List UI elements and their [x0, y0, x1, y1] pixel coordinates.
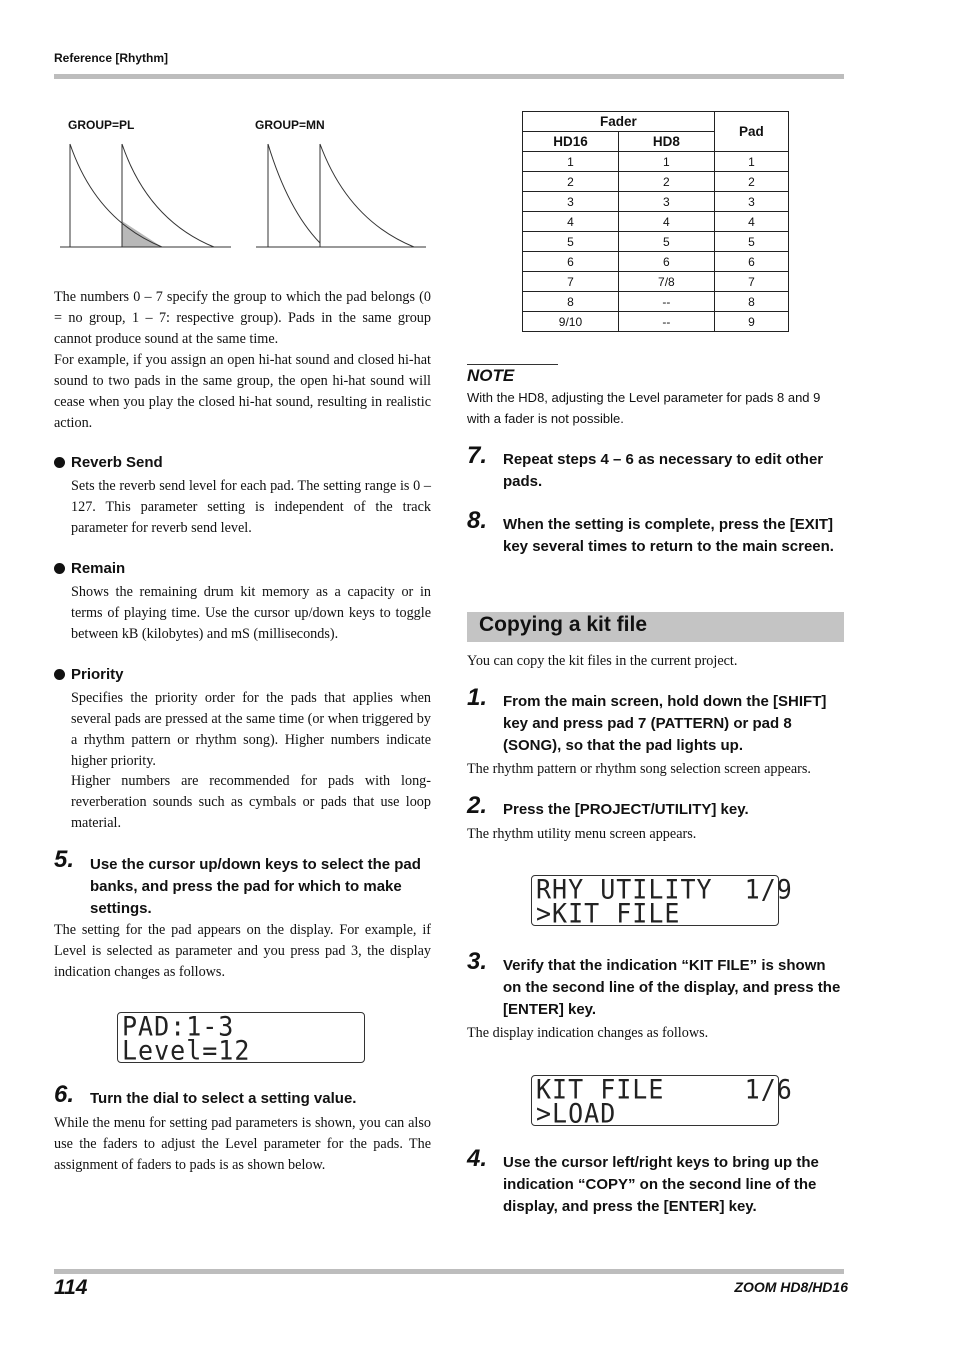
hd16-cell: 7 — [523, 272, 619, 292]
step-2-number: 2. — [467, 792, 488, 819]
hd16-cell: 5 — [523, 232, 619, 252]
hd16-cell: 8 — [523, 292, 619, 312]
graph-pl — [60, 144, 231, 247]
priority-text-1: Specifies the priority order for the pads that applies when several pads are pressed at the same time (or when triggered by a rhythm pattern or rhythm song). Higher numbers indicate higher priority. — [71, 690, 431, 769]
bullet-icon — [54, 669, 65, 680]
pad-header: Pad — [714, 112, 788, 152]
hd16-cell: 2 — [523, 172, 619, 192]
note-label: NOTE — [467, 366, 515, 385]
hd8-cell: -- — [618, 312, 714, 332]
lcd-display-kit-file — [531, 1074, 793, 1129]
step-7-text: Repeat steps 4 – 6 as necessary to edit other pads. — [503, 451, 824, 490]
hd8-cell: 6 — [618, 252, 714, 272]
pad-cell: 7 — [714, 272, 788, 292]
step-2-description: The rhythm utility menu screen appears. — [467, 826, 697, 842]
lcd-display-rhy-utility — [531, 874, 793, 929]
step-5-number: 5. — [54, 846, 75, 873]
lcd-line-2: >KIT FILE — [536, 898, 681, 929]
step-3-description: The display indication changes as follows. — [467, 1025, 709, 1041]
table-row — [523, 232, 789, 252]
reverb-send-text: Sets the reverb send level for each pad. The setting range is 0 – 127. This parameter setting is independent of the track parameter for reverb send level. — [71, 478, 431, 536]
hd8-cell: 4 — [618, 212, 714, 232]
pad-cell: 2 — [714, 172, 788, 192]
hd8-header: HD8 — [618, 132, 714, 152]
graph-mn — [256, 144, 426, 247]
remain-heading: Remain — [54, 560, 125, 577]
step-1-text: From the main screen, hold down the [SHIFT] key and press pad 7 (PATTERN) or pad 8 (SONG), so that the pad lights up. — [503, 693, 827, 754]
note-text: With the HD8, adjusting the Level parameter for pads 8 and 9 with a fader is not possible. — [467, 390, 821, 426]
step-2-text: Press the [PROJECT/UTILITY] key. — [503, 801, 749, 818]
graph-label-mn: GROUP=MN — [255, 118, 325, 132]
step-8-number: 8. — [467, 507, 488, 534]
fader-header: Fader — [523, 112, 715, 132]
table-row — [523, 192, 789, 212]
lcd-line-1: PAD:1-3 — [122, 1011, 235, 1042]
table-row — [523, 292, 789, 312]
hd16-cell: 6 — [523, 252, 619, 272]
pad-cell: 3 — [714, 192, 788, 212]
product-name: ZOOM HD8/HD16 — [734, 1279, 848, 1295]
priority-text-2: Higher numbers are recommended for pads with long-reverberation sounds such as cymbals or pads that use loop material. — [71, 773, 431, 831]
note-rule — [467, 364, 558, 365]
step-4-number: 4. — [467, 1145, 488, 1172]
step-6-text: Turn the dial to select a setting value. — [90, 1090, 357, 1107]
overlap-area — [122, 221, 162, 247]
step-7-number: 7. — [467, 442, 488, 469]
pad-cell: 8 — [714, 292, 788, 312]
hd16-cell: 3 — [523, 192, 619, 212]
fader-pad-table — [522, 111, 789, 332]
page-number: 114 — [54, 1276, 88, 1299]
hd16-cell: 1 — [523, 152, 619, 172]
reverb-send-heading: Reverb Send — [54, 454, 163, 471]
bullet-icon — [54, 563, 65, 574]
lcd-line-2: >LOAD — [536, 1098, 617, 1129]
pad-cell: 9 — [714, 312, 788, 332]
pad-cell: 1 — [714, 152, 788, 172]
lcd-line-1: KIT FILE 1/6 — [536, 1074, 793, 1105]
table-row — [523, 152, 789, 172]
table-row — [523, 312, 789, 332]
step-1-description: The rhythm pattern or rhythm song selection screen appears. — [467, 761, 811, 777]
hd8-cell: 3 — [618, 192, 714, 212]
header-rule — [54, 74, 844, 79]
table-row — [523, 272, 789, 292]
bullet-icon — [54, 457, 65, 468]
hd16-cell: 4 — [523, 212, 619, 232]
remain-text: Shows the remaining drum kit memory as a capacity or in terms of playing time. Use the cursor up/down keys to toggle between kB (kilobytes) and mS (milliseconds). — [71, 584, 431, 642]
pad-cell: 4 — [714, 212, 788, 232]
step-5-description: The setting for the pad appears on the display. For example, if Level is selected as parameter and you press pad 3, the display indication changes as follows. — [54, 922, 431, 980]
intro-paragraph-1: The numbers 0 – 7 specify the group to which the pad belongs (0 = no group, 1 – 7: respective group). Pads in the same group cannot produce sound at the same time. — [54, 289, 431, 347]
hd8-cell: -- — [618, 292, 714, 312]
envelope-graph — [56, 140, 436, 255]
hd8-cell: 1 — [618, 152, 714, 172]
hd16-header: HD16 — [523, 132, 619, 152]
hd8-cell: 2 — [618, 172, 714, 192]
intro-paragraph-2: For example, if you assign an open hi-hat sound and closed hi-hat sound to two pads in the same group, the open hi-hat sound will cease when you play the closed hi-hat sound, resulting in realistic action. — [54, 352, 431, 431]
pad-cell: 5 — [714, 232, 788, 252]
step-4-text: Use the cursor left/right keys to bring up the indication “COPY” on the second line of the display, and press the [ENTER] key. — [503, 1154, 819, 1215]
step-3-number: 3. — [467, 948, 488, 975]
hd8-cell: 7/8 — [618, 272, 714, 292]
lcd-display-pad-level — [117, 1011, 365, 1066]
footer-rule — [54, 1269, 844, 1274]
section-title: Copying a kit file — [479, 613, 648, 636]
step-3-text: Verify that the indication “KIT FILE” is shown on the second line of the display, and press the [ENTER] key. — [503, 957, 841, 1018]
pad-cell: 6 — [714, 252, 788, 272]
hd16-cell: 9/10 — [523, 312, 619, 332]
step-6-number: 6. — [54, 1081, 75, 1108]
priority-heading: Priority — [54, 666, 124, 683]
section-intro: You can copy the kit files in the current project. — [467, 653, 738, 669]
step-5-text: Use the cursor up/down keys to select the pad banks, and press the pad for which to make settings. — [90, 856, 421, 917]
step-6-description: While the menu for setting pad parameters is shown, you can also use the faders to adjust the Level parameter for the pads. The assignment of faders to pads is as shown below. — [54, 1115, 431, 1173]
lcd-line-2: Level=12 — [122, 1035, 251, 1066]
step-8-text: When the setting is complete, press the [EXIT] key several times to return to the main screen. — [503, 516, 834, 555]
section-heading — [467, 612, 844, 642]
table-row — [523, 212, 789, 232]
table-row — [523, 252, 789, 272]
graph-label-pl: GROUP=PL — [68, 118, 135, 132]
header-section-title: Reference [Rhythm] — [54, 51, 169, 65]
table-row — [523, 172, 789, 192]
hd8-cell: 5 — [618, 232, 714, 252]
lcd-line-1: RHY UTILITY 1/9 — [536, 874, 793, 905]
step-1-number: 1. — [467, 684, 488, 711]
